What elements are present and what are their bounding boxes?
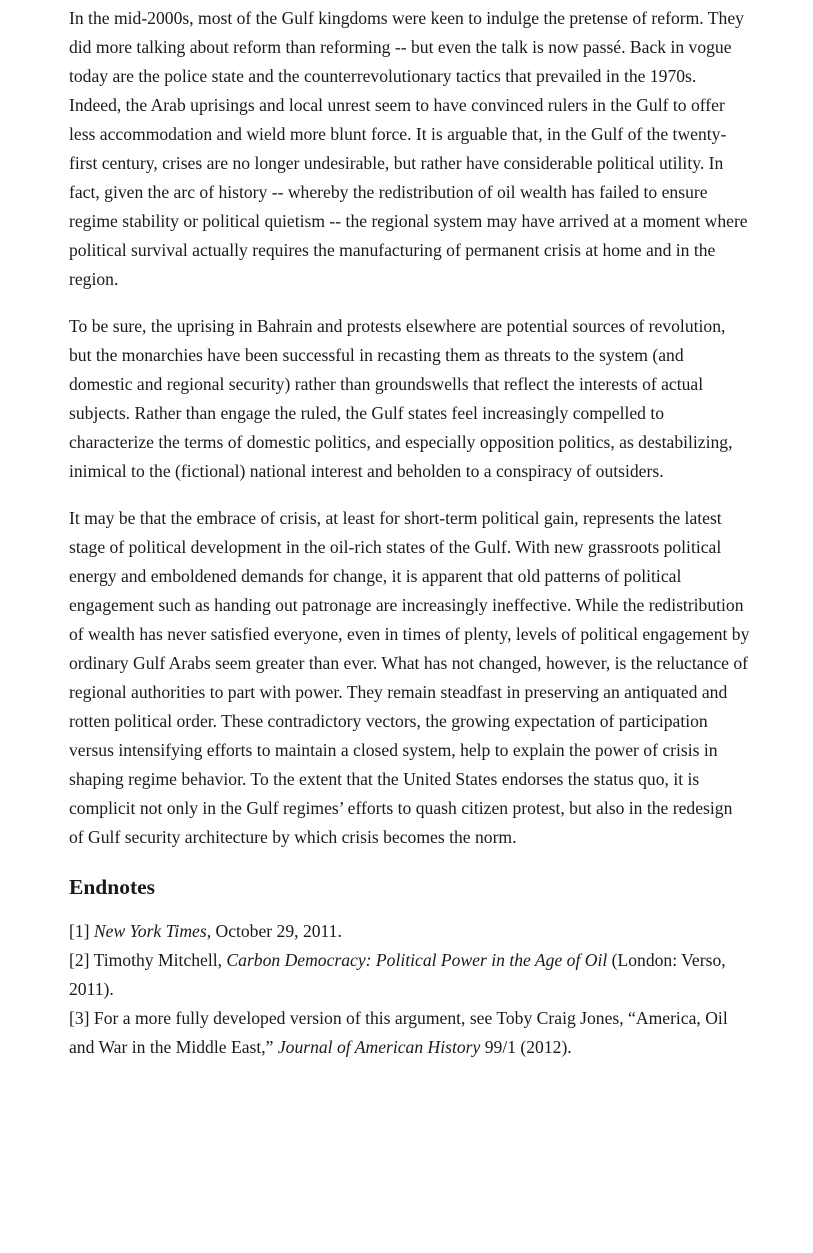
- endnote-3: [69, 1004, 751, 1062]
- paragraph-2: To be sure, the uprising in Bahrain and protests elsewhere are potential sources of revolution, but the monarchies have been successful in recasting them as threats to the system (and domestic and regional security) rather than groundswells that reflect the interests of actual subjects. Rather than engage the ruled, the Gulf states feel increasingly compelled to characterize the terms of domestic politics, and especially opposition politics, as destabilizing, inimical to the (fictional) national interest and beholden to a conspiracy of outsiders.: [69, 316, 733, 481]
- article-body: [69, 4, 751, 1062]
- endnotes-list: [69, 917, 751, 1062]
- endnote-title: Journal of American History: [277, 1037, 481, 1057]
- endnote-marker: [2]: [69, 950, 94, 970]
- endnote-marker: [3]: [69, 1008, 94, 1028]
- endnote-marker: [1]: [69, 921, 94, 941]
- paragraph-1: In the mid-2000s, most of the Gulf kingdoms were keen to indulge the pretense of reform. They did more talking about reform than reforming -- but even the talk is now passé. Back in vogue today are the police state and the counterrevolutionary tactics that prevailed in the 1970s. Indeed, the Arab uprisings and local unrest seem to have convinced rulers in the Gulf to offer less accommodation and wield more blunt force. It is arguable that, in the Gulf of the twenty-first century, crises are no longer undesirable, but rather have considerable political utility. In fact, given the arc of history -- whereby the redistribution of oil wealth has failed to ensure regime stability or political quietism -- the regional system may have arrived at a moment where political survival actually requires the manufacturing of permanent crisis at home and in the region.: [69, 8, 748, 289]
- endnote-author: Timothy Mitchell,: [93, 950, 227, 970]
- endnote-citation: (London: Verso, 2011).: [69, 950, 726, 999]
- endnote-citation: , October 29, 2011.: [206, 921, 342, 941]
- endnote-citation: 99/1 (2012).: [480, 1037, 572, 1057]
- paragraph-3: It may be that the embrace of crisis, at least for short-term political gain, represents the latest stage of political development in the oil-rich states of the Gulf. With new grassroots political energy and emboldened demands for change, it is apparent that old patterns of political engagement such as handing out patronage are increasingly ineffective. While the redistribution of wealth has never satisfied everyone, even in times of plenty, levels of political engagement by ordinary Gulf Arabs seem greater than ever. What has not changed, however, is the reluctance of regional authorities to part with power. They remain steadfast in preserving an antiquated and rotten political order. These contradictory vectors, the growing expectation of participation versus intensifying efforts to maintain a closed system, help to explain the power of crisis in shaping regime behavior. To the extent that the United States endorses the status quo, it is complicit not only in the Gulf regimes’ efforts to quash citizen protest, but also in the redesign of Gulf security architecture by which crisis becomes the norm.: [69, 508, 750, 847]
- endnotes-heading: Endnotes: [69, 875, 156, 899]
- endnote-1: [69, 917, 751, 946]
- endnote-title: New York Times: [93, 921, 207, 941]
- endnote-author: For a more fully developed version of this argument, see Toby Craig Jones, “America, Oil and War in the Middle East,”: [69, 1008, 728, 1057]
- endnote-title: Carbon Democracy: Political Power in the Age of Oil: [226, 950, 608, 970]
- endnote-2: [69, 946, 751, 1004]
